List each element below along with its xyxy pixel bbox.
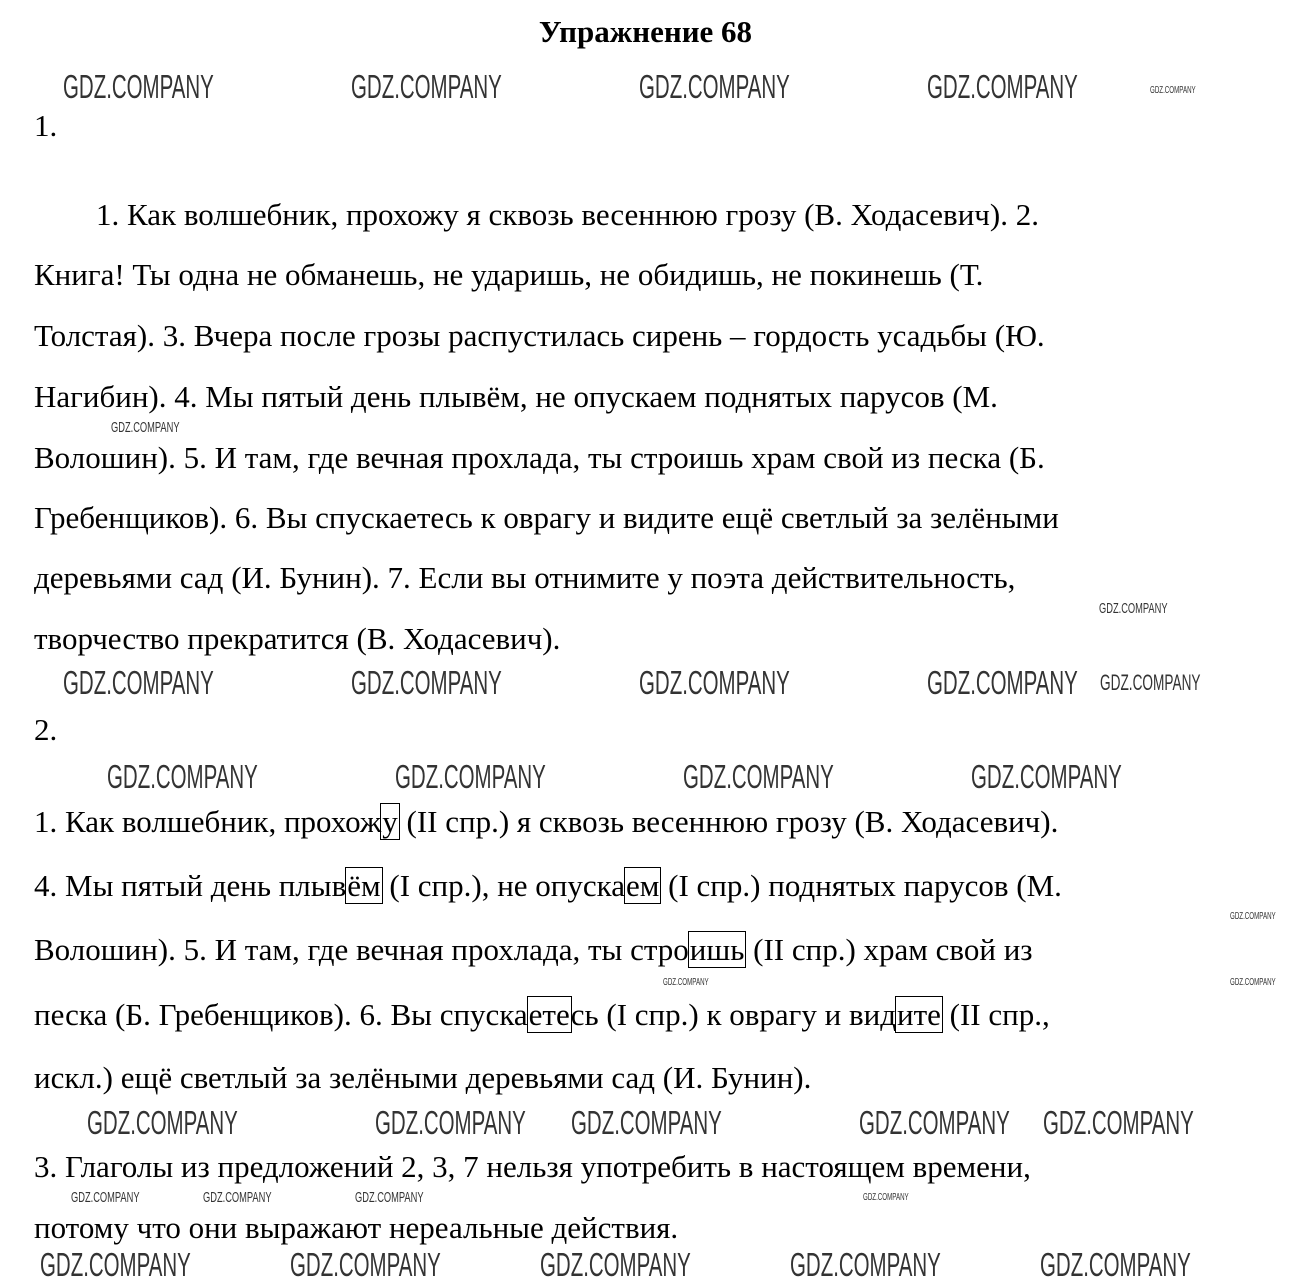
text-line xyxy=(34,804,1058,840)
section-number: 1. xyxy=(34,108,58,143)
text-segment: Волошин). 5. И там, где вечная прохлада, ты стро xyxy=(34,932,689,967)
text-line xyxy=(34,500,1059,536)
watermark: GDZ.COMPANY xyxy=(540,1246,691,1283)
watermark: GDZ.COMPANY xyxy=(1100,670,1201,695)
text-line xyxy=(34,932,1033,968)
watermark: GDZ.COMPANY xyxy=(1150,85,1196,96)
text-segment: песка (Б. Гребенщиков). 6. Вы спуска xyxy=(34,997,528,1032)
text-segment: искл.) ещё светлый за зелёными деревьями сад (И. Бунин). xyxy=(34,1060,812,1095)
text-segment: (I спр.) поднятых парусов (М. xyxy=(660,868,1062,903)
watermark: GDZ.COMPANY xyxy=(1099,600,1168,617)
text-segment: потому что они выражают нереальные действия. xyxy=(34,1210,679,1245)
text-line xyxy=(34,440,1045,476)
exercise-title: Упражнение 68 xyxy=(538,14,753,49)
text-line xyxy=(34,1210,678,1246)
watermark: GDZ.COMPANY xyxy=(927,664,1078,701)
watermark: GDZ.COMPANY xyxy=(1043,1104,1194,1141)
text-segment: Толстая). 3. Вчера после грозы распустилась сирень – гордость усадьбы (Ю. xyxy=(34,318,1045,353)
watermark: GDZ.COMPANY xyxy=(63,664,214,701)
text-segment: 3. Глаголы из предложений 2, 3, 7 нельзя употребить в настоящем времени, xyxy=(34,1149,1031,1184)
text-segment: 1. Как волшебник, прохож xyxy=(34,804,382,839)
watermark: GDZ.COMPANY xyxy=(927,68,1078,105)
text-line xyxy=(34,379,998,415)
highlighted-ending: ем xyxy=(626,868,660,903)
watermark: GDZ.COMPANY xyxy=(351,68,502,105)
text-line xyxy=(34,257,983,293)
watermark: GDZ.COMPANY xyxy=(1230,977,1276,988)
watermark: GDZ.COMPANY xyxy=(111,419,180,436)
highlighted-ending: ишь xyxy=(689,932,745,967)
watermark: GDZ.COMPANY xyxy=(355,1189,424,1206)
watermark: GDZ.COMPANY xyxy=(40,1246,191,1283)
watermark: GDZ.COMPANY xyxy=(971,758,1122,795)
watermark: GDZ.COMPANY xyxy=(395,758,546,795)
text-segment: Волошин). 5. И там, где вечная прохлада, ты строишь храм свой из песка (Б. xyxy=(34,440,1045,475)
watermark: GDZ.COMPANY xyxy=(683,758,834,795)
watermark: GDZ.COMPANY xyxy=(375,1104,526,1141)
text-segment: (II спр., xyxy=(941,997,1050,1032)
watermark: GDZ.COMPANY xyxy=(107,758,258,795)
watermark: GDZ.COMPANY xyxy=(859,1104,1010,1141)
text-line xyxy=(34,621,560,657)
text-line xyxy=(34,560,1015,596)
highlighted-ending: у xyxy=(382,804,398,839)
text-line xyxy=(34,997,1050,1033)
highlighted-ending: ите xyxy=(896,997,941,1032)
watermark: GDZ.COMPANY xyxy=(863,1192,909,1203)
watermark: GDZ.COMPANY xyxy=(71,1189,140,1206)
text-segment: (II спр.) я сквозь весеннюю грозу (В. Ходасевич). xyxy=(398,804,1059,839)
watermark: GDZ.COMPANY xyxy=(290,1246,441,1283)
watermark: GDZ.COMPANY xyxy=(663,977,709,988)
text-line xyxy=(34,318,1045,354)
text-line xyxy=(34,197,1039,233)
watermark: GDZ.COMPANY xyxy=(87,1104,238,1141)
text-segment: творчество прекратится (В. Ходасевич). xyxy=(34,621,561,656)
watermark: GDZ.COMPANY xyxy=(203,1189,272,1206)
watermark: GDZ.COMPANY xyxy=(571,1104,722,1141)
text-segment: (II спр.) храм свой из xyxy=(745,932,1033,967)
text-segment: Гребенщиков). 6. Вы спускаетесь к оврагу и видите ещё светлый за зелёными xyxy=(34,500,1059,535)
watermark: GDZ.COMPANY xyxy=(63,68,214,105)
text-segment: 4. Мы пятый день плыв xyxy=(34,868,347,903)
text-line xyxy=(34,1060,811,1096)
text-segment: Книга! Ты одна не обманешь, не ударишь, не обидишь, не покинешь (Т. xyxy=(34,257,984,292)
watermark: GDZ.COMPANY xyxy=(639,664,790,701)
watermark: GDZ.COMPANY xyxy=(639,68,790,105)
highlighted-ending: ете xyxy=(528,997,570,1032)
text-line xyxy=(34,868,1062,904)
text-segment: сь (I спр.) к оврагу и вид xyxy=(570,997,896,1032)
text-segment: (I спр.), не опуска xyxy=(381,868,626,903)
watermark: GDZ.COMPANY xyxy=(1230,911,1276,922)
watermark: GDZ.COMPANY xyxy=(1040,1246,1191,1283)
section-number: 2. xyxy=(34,712,58,747)
watermark: GDZ.COMPANY xyxy=(351,664,502,701)
text-line xyxy=(34,1149,1031,1185)
text-segment: деревьями сад (И. Бунин). 7. Если вы отнимите у поэта действительность, xyxy=(34,560,1016,595)
text-segment: Нагибин). 4. Мы пятый день плывём, не опускаем поднятых парусов (М. xyxy=(34,379,998,414)
watermark: GDZ.COMPANY xyxy=(790,1246,941,1283)
highlighted-ending: ём xyxy=(347,868,381,903)
text-segment: 1. Как волшебник, прохожу я сквозь весеннюю грозу (В. Ходасевич). 2. xyxy=(34,197,1039,232)
